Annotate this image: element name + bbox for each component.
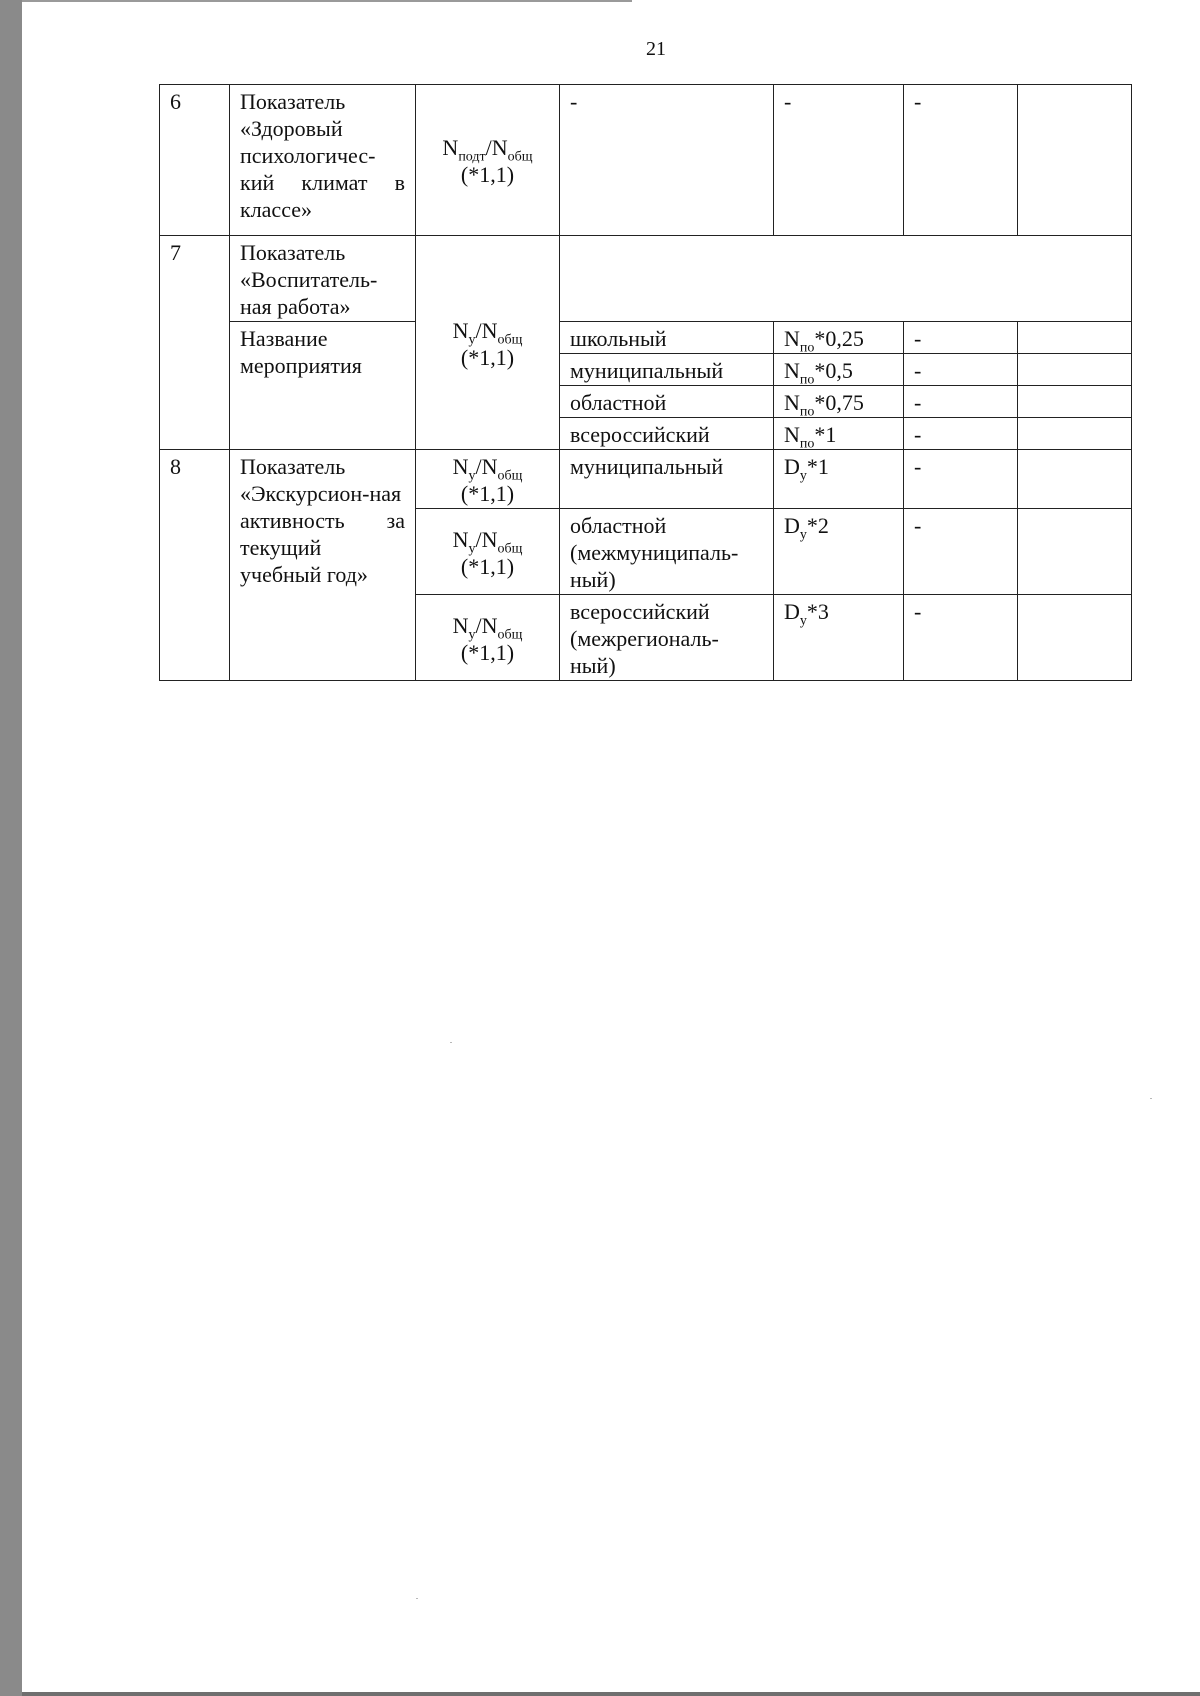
page-number: 21: [646, 38, 666, 60]
row-number: 6: [160, 85, 230, 236]
scan-bottom-edge: [22, 1692, 1200, 1696]
cell-level: областной: [560, 386, 774, 418]
cell-empty: [1018, 85, 1132, 236]
cell-value: -: [904, 418, 1018, 450]
cell-level: муниципальный: [560, 354, 774, 386]
cell-coefficient: $N_{по}*0,5$: [774, 354, 904, 386]
cell-value: -: [904, 85, 1018, 236]
cell-coefficient: $D_у*3$: [774, 595, 904, 681]
cell-level: муниципальный: [560, 450, 774, 509]
cell-value: -: [904, 322, 1018, 354]
cell-coefficient: $N_{по}*0,75$: [774, 386, 904, 418]
indicator-formula: $N_у/N_{общ}$ (*1,1): [416, 595, 560, 681]
indicator-formula: $N_у/N_{общ}$ (*1,1): [416, 450, 560, 509]
cell-empty: [1018, 509, 1132, 595]
cell-value: -: [904, 509, 1018, 595]
cell-level: -: [560, 85, 774, 236]
scan-top-edge: [22, 0, 632, 2]
cell-value: -: [904, 386, 1018, 418]
table-row: [160, 322, 1132, 354]
cell-level: школьный: [560, 322, 774, 354]
cell-coefficient: $D_у*2$: [774, 509, 904, 595]
cell-coefficient: $N_{по}*1$: [774, 418, 904, 450]
table-row: [160, 236, 1132, 322]
cell-coefficient: -: [774, 85, 904, 236]
table-row: [160, 450, 1132, 509]
indicator-name: Показатель «Здоровый психологичес-кий климат в классе»: [230, 85, 416, 236]
cell-value: -: [904, 595, 1018, 681]
cell-empty: [1018, 450, 1132, 509]
indicator-formula: $N_у/N_{общ}$ (*1,1): [416, 509, 560, 595]
row-number: 8: [160, 450, 230, 681]
indicator-name: Показатель «Экскурсион-ная активность за текущий учебный год»: [230, 450, 416, 681]
indicator-name: Показатель «Воспитатель-ная работа»: [230, 236, 416, 322]
scan-speck: [1150, 1098, 1152, 1099]
row-number: 7: [160, 236, 230, 450]
cell-empty: [1018, 354, 1132, 386]
scan-left-margin: [0, 0, 22, 1696]
indicator-formula: $N_у/N_{общ}$ (*1,1): [416, 236, 560, 450]
cell-level: областной (межмуниципаль-ный): [560, 509, 774, 595]
cell-empty: [1018, 322, 1132, 354]
event-name-label: Название мероприятия: [230, 322, 416, 450]
cell-level: всероссийский: [560, 418, 774, 450]
table-row: [160, 85, 1132, 236]
scan-speck: [416, 1598, 418, 1599]
indicator-table: [159, 84, 1132, 681]
cell-coefficient: $N_{по}*0,25$: [774, 322, 904, 354]
cell-value: -: [904, 450, 1018, 509]
indicator-formula: $N_{подт}/N_{общ}$ (*1,1): [416, 85, 560, 236]
cell-empty: [1018, 418, 1132, 450]
cell-value: -: [904, 354, 1018, 386]
cell-level: всероссийский (межрегиональ-ный): [560, 595, 774, 681]
cell-coefficient: $D_у*1$: [774, 450, 904, 509]
cell-merged-empty: [560, 236, 1132, 322]
cell-empty: [1018, 595, 1132, 681]
scan-speck: [450, 1042, 452, 1043]
cell-empty: [1018, 386, 1132, 418]
